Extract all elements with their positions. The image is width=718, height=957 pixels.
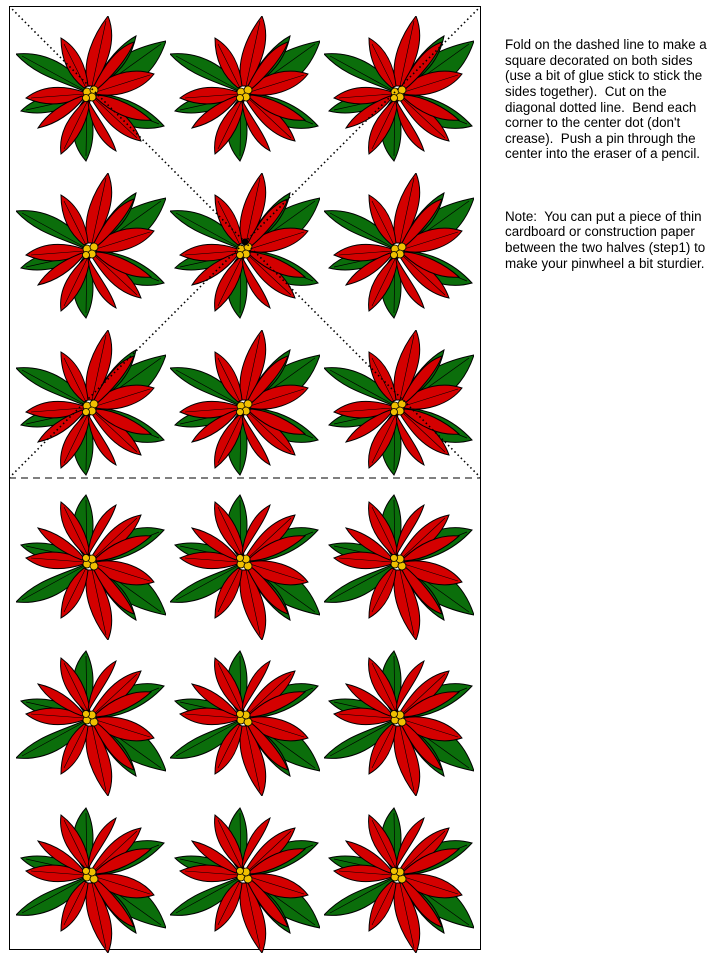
instructions-steps: Fold on the dashed line to make a square decorated on both sides (use a bit of glue stick to stick the sides together). Cut on the diagonal dotted line. Bend each corner to the center dot (don't crease). Push a pin through the center into the eraser of a pencil. bbox=[505, 37, 711, 162]
poinsettia-icon bbox=[324, 490, 474, 640]
poinsettia-icon bbox=[16, 490, 166, 640]
poinsettia-icon bbox=[324, 646, 474, 796]
poinsettia-icon bbox=[324, 173, 474, 323]
poinsettia-icon bbox=[170, 646, 320, 796]
poinsettia-icon bbox=[324, 16, 474, 166]
poinsettia-icon bbox=[170, 16, 320, 166]
poinsettia-icon bbox=[16, 646, 166, 796]
poinsettia-icon bbox=[16, 330, 166, 480]
poinsettia-icon bbox=[170, 173, 320, 323]
poinsettia-icon bbox=[16, 173, 166, 323]
instructions-panel bbox=[505, 6, 715, 287]
poinsettia-icon bbox=[16, 16, 166, 166]
instructions-note: Note: You can put a piece of thin cardboard or construction paper between the two halves (step1) to make your pinwheel a bit sturdier. bbox=[505, 208, 709, 271]
poinsettia-icon bbox=[170, 490, 320, 640]
poinsettia-icon bbox=[170, 803, 320, 953]
poinsettia-icon bbox=[324, 803, 474, 953]
poinsettia-icon bbox=[170, 330, 320, 480]
poinsettia-icon bbox=[16, 803, 166, 953]
poinsettia-icon bbox=[324, 330, 474, 480]
